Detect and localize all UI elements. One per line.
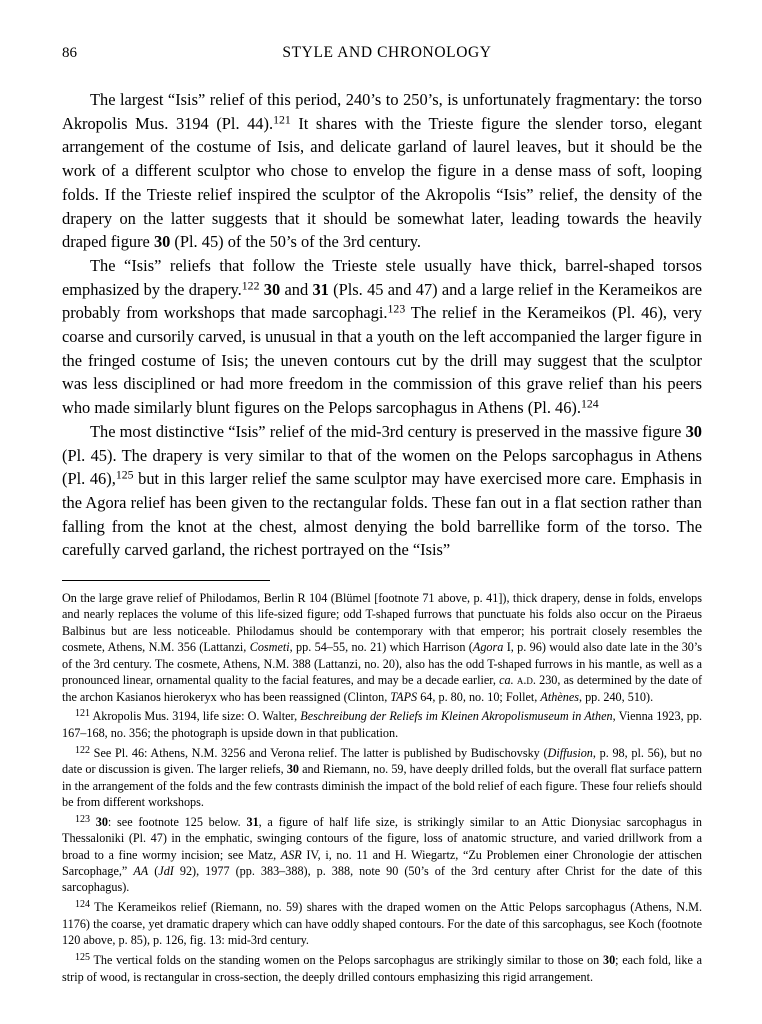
- paragraph-3: The most distinctive “Isis” relief of the mid-3rd century is preserved in the massive figure 30 (Pl. 45). The drapery is very similar to that of the women on the Pelops sarcophagus in Athens (Pl. 46),$^{125}$ but in this larger relief the same sculptor may have exercised more care. Emphasis in the Agora relief has been given to the rectangular folds. These fan out in a flat section rather than falling from the knot at the chest, almost denying the bold barrellike form of the torso. The carefully carved garland, the richest portrayed on the “Isis”: [62, 421, 702, 560]
- page-number: 86: [62, 45, 77, 61]
- paragraph-1: The largest “Isis” relief of this period, 240’s to 250’s, is unfortunately fragmentary: the torso Akropolis Mus. 3194 (Pl. 44).$^{121}$ It shares with the Trieste figure the slender torso, elegant arrangement of the costume of Isis, and delicate garland of laurel leaves, but it should be the work of a different sculptor who chose to envelop the figure in a dense mass of soft, looping folds. If the Trieste relief inspired the sculptor of the Akropolis “Isis” relief, the density of the drapery on the latter suggests that it should be somewhat later, leading towards the heavily draped figure 30 (Pl. 45) of the 50’s of the 3rd century.: [62, 90, 702, 252]
- body-text: [62, 88, 702, 562]
- running-head: STYLE AND CHRONOLOGY: [282, 44, 492, 61]
- page-header: [62, 44, 702, 62]
- footnote-124: $^{124}$ The Kerameikos relief (Riemann, no. 59) shares with the draped women on the Attic Pelops sarcophagus (Athens, N.M. 1176) the coarse, yet dramatic drapery which can have oddly shaped contours. For the date of this sarcophagus, see Koch (footnote 120 above, p. 85), p. 126, fig. 13: mid-3rd century.: [62, 899, 702, 948]
- footnote-125: $^{125}$ The vertical folds on the standing women on the Pelops sarcophagus are strikingly similar to those on 30; each fold, like a strip of wood, is rectangular in cross-section, the deeply drilled contours emphasizing this rigid arrangement.: [62, 951, 703, 984]
- page-content: [62, 44, 702, 985]
- footnote-rule: [62, 580, 270, 581]
- paragraph-2: The “Isis” reliefs that follow the Trieste stele usually have thick, barrel-shaped torsos emphasized by the drapery.$^{122}$ 30 and 31 (Pls. 45 and 47) and a large relief in the Kerameikos are probably from workshops that made sarcophagi.$^{123}$ The relief in the Kerameikos (Pl. 46), very coarse and cursorily carved, is unusual in that a youth on the left accompanied the larger figure in the fringed costume of Isis; the uneven contours cut by the drill may suggest that the sculptor was less disciplined or had more freedom in the commission of this grave relief than his peers who made similarly blunt figures on the Pelops sarcophagus in Athens (Pl. 46).$^{124}$: [62, 255, 702, 418]
- footnote-123: $^{123}$ 30: see footnote 125 below. 31, a figure of half life size, is strikingly similar to an Attic Dionysiac sarcophagus in Thessaloniki (Pl. 47) in the emphatic, swinging contours of the figure, loss of anatomic structure, and varied drillwork from a broad to a fine wormy incision; see Matz, ASR IV, i, no. 11 and H. Wiegartz, “Zu Problemen einer Chronologie der attischen Sarcophage,” AA (JdI 92), 1977 (pp. 383–388), p. 388, note 90 (50’s of the 3rd century after Christ for the date of this sarcophagus).: [62, 813, 703, 895]
- footnotes-section: [62, 590, 702, 985]
- footnote-122: $^{122}$ See Pl. 46: Athens, N.M. 3256 and Verona relief. The latter is published by Budischovsky (Diffusion, p. 98, pl. 56), but no date or discussion is given. The larger reliefs, 30 and Riemann, no. 59, have deeply drilled folds, but the overall flat surface pattern in the arrangement of the folds and the few contrasts diminish the impact of the bold relief of each figure. These four reliefs should be from different workshops.: [62, 744, 702, 809]
- footnote-121: $^{121}$ Akropolis Mus. 3194, life size: O. Walter, Beschreibung der Reliefs im Kleinen Akropolismuseum in Athen, Vienna 1923, pp. 167–168, no. 356; the photograph is upside down in that publication.: [62, 708, 703, 740]
- footnote-continued: On the large grave relief of Philodamos, Berlin R 104 (Blümel [footnote 71 above, p. 41]), thick drapery, dense in folds, envelops and nearly replaces the volume of this life-sized figure; odd T-shaped furrows that punctuate his folds also occur on the Piraeus Balbinus but are less noticeable. Philodamus should be contemporary with that emperor; his portrait closely resembles the cosmete, Athens, N.M. 356 (Lattanzi, Cosmeti, pp. 54–55, no. 21) which Harrison (Agora I, p. 96) would also date late in the 30’s of the 3rd century. The cosmete, Athens, N.M. 388 (Lattanzi, no. 20), also has the odd T-shaped furrows in his mantle, as well as a pronounced linear, ornamental quality to the facial features, and may be a decade earlier, ca. a.d. 230, as determined by the date of the archon Kasianos hierokeryx who has been reassigned (Clinton, TAPS 64, p. 80, no. 10; Follet, Athènes, pp. 240, 510).: [62, 591, 703, 704]
